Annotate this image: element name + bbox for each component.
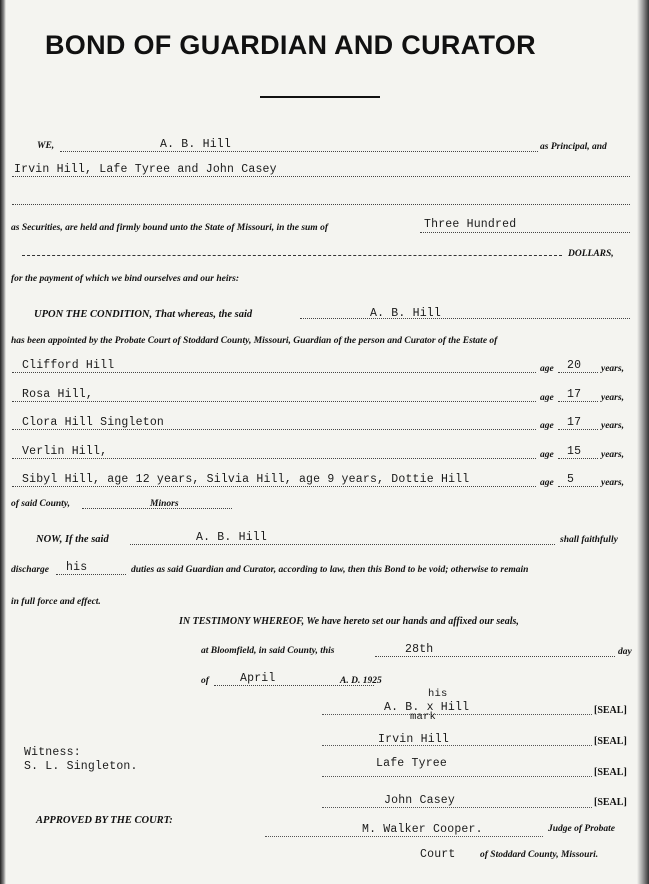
ward-line	[12, 401, 536, 402]
scan-edge-right	[637, 0, 649, 884]
securities-line	[12, 176, 630, 177]
day-value: 28th	[405, 643, 434, 656]
duties-text: duties as said Guardian and Curator, according to law, then this Bond to be void; otherwise to remain	[131, 565, 529, 575]
day-label: day	[618, 647, 632, 657]
ward-name: Clora Hill Singleton	[22, 416, 165, 429]
seal-1: [SEAL]	[594, 705, 627, 716]
of-label: of	[201, 676, 209, 686]
signature-name-4: John Casey	[384, 794, 456, 807]
signature-below: mark	[410, 711, 437, 723]
judge-line	[265, 836, 543, 837]
county-text: of said County,	[11, 499, 71, 509]
judge-label: Judge of Probate	[548, 824, 616, 834]
discharge-text: discharge	[11, 565, 49, 575]
ward-age-value: 20	[567, 359, 582, 372]
ward-years-label: years,	[601, 392, 624, 403]
ward-age-line	[558, 458, 598, 459]
ward-line	[12, 458, 536, 459]
condition-name: A. B. Hill	[370, 307, 442, 320]
signature-above: his	[428, 688, 448, 700]
dollars-label: DOLLARS,	[568, 249, 614, 259]
signature-name-3: Lafe Tyree	[376, 757, 448, 770]
dollars-fill-line	[22, 255, 562, 256]
place-text: at Bloomfield, in said County, this	[201, 646, 335, 656]
as-principal-label: as Principal, and	[540, 142, 607, 152]
sum-amount: Three Hundred	[424, 218, 517, 231]
ward-age-label: age	[540, 449, 554, 460]
ward-line	[12, 372, 536, 373]
signature-line-4	[322, 807, 592, 808]
signature-name-1: A. B. x Hill	[384, 701, 470, 714]
judge-name: M. Walker Cooper.	[362, 823, 483, 836]
ward-name: Rosa Hill,	[22, 387, 94, 401]
county-court-label: of Stoddard County, Missouri.	[480, 850, 599, 860]
witness-name: S. L. Singleton.	[24, 760, 138, 773]
ward-name: Clifford Hill	[22, 359, 115, 372]
court-label: Court	[420, 848, 456, 861]
securities-text: as Securities, are held and firmly bound unto the State of Missouri, in the sum of	[11, 223, 328, 233]
ward-age-line	[558, 429, 598, 430]
ward-age-value: 15	[567, 444, 582, 458]
principal-line	[60, 151, 538, 152]
principal-name: A. B. Hill	[160, 138, 232, 151]
ward-age-value: 17	[567, 387, 582, 401]
payment-text: for the payment of which we bind ourselves and our heirs:	[11, 274, 240, 284]
approved-label: APPROVED BY THE COURT:	[36, 815, 173, 826]
title-rule	[260, 96, 380, 98]
ward-age-label: age	[540, 364, 554, 374]
signature-line-2	[322, 745, 592, 746]
ward-name: Verlin Hill,	[22, 444, 108, 458]
document-title: BOND OF GUARDIAN AND CURATOR	[45, 30, 536, 60]
appointed-text: has been appointed by the Probate Court of Stoddard County, Missouri, Guardian of the person and Curator of the Estate of	[11, 336, 498, 346]
signature-name-2: Irvin Hill	[378, 733, 450, 746]
his-value: his	[66, 561, 88, 574]
ward-years-label: years,	[601, 478, 624, 488]
seal-2: [SEAL]	[594, 736, 627, 747]
ward-age-value: 5	[567, 473, 575, 486]
condition-text: UPON THE CONDITION, That whereas, the said	[34, 309, 253, 320]
ward-age-label: age	[540, 392, 554, 403]
ward-years-label: years,	[601, 421, 624, 431]
his-line	[56, 574, 126, 575]
now-line	[130, 544, 555, 545]
securities-names: Irvin Hill, Lafe Tyree and John Casey	[14, 163, 277, 176]
blank-line	[12, 204, 630, 205]
sum-line	[420, 232, 630, 233]
minors-label: Minors	[150, 499, 179, 509]
ward-line	[12, 429, 536, 430]
ward-age-label: age	[540, 478, 554, 488]
full-force-text: in full force and effect.	[11, 597, 101, 607]
ward-age-value: 17	[567, 416, 582, 429]
month-value: April	[240, 672, 276, 685]
ward-age-label: age	[540, 421, 554, 431]
seal-4: [SEAL]	[594, 797, 627, 808]
ward-years-label: years,	[601, 364, 624, 374]
condition-line	[300, 318, 630, 319]
ward-name: Sibyl Hill, age 12 years, Silvia Hill, age 9 years, Dottie Hill	[22, 473, 470, 486]
faithfully-text: shall faithfully	[560, 535, 618, 545]
scan-edge-left	[0, 0, 6, 884]
ward-line	[12, 486, 536, 487]
we-label: WE,	[37, 141, 55, 151]
now-text: NOW, If the said	[36, 534, 109, 545]
seal-3: [SEAL]	[594, 767, 627, 778]
signature-line-1	[322, 714, 592, 715]
ward-age-line	[558, 401, 598, 402]
ward-age-line	[558, 486, 598, 487]
ward-years-label: years,	[601, 449, 624, 460]
testimony-text: IN TESTIMONY WHEREOF, We have hereto set our hands and affixed our seals,	[179, 616, 519, 627]
signature-line-3	[322, 776, 592, 777]
day-line	[375, 656, 615, 657]
ad-label: A. D. 1925	[340, 676, 382, 686]
now-name: A. B. Hill	[196, 531, 268, 544]
witness-label: Witness:	[24, 746, 81, 759]
ward-age-line	[558, 372, 598, 373]
